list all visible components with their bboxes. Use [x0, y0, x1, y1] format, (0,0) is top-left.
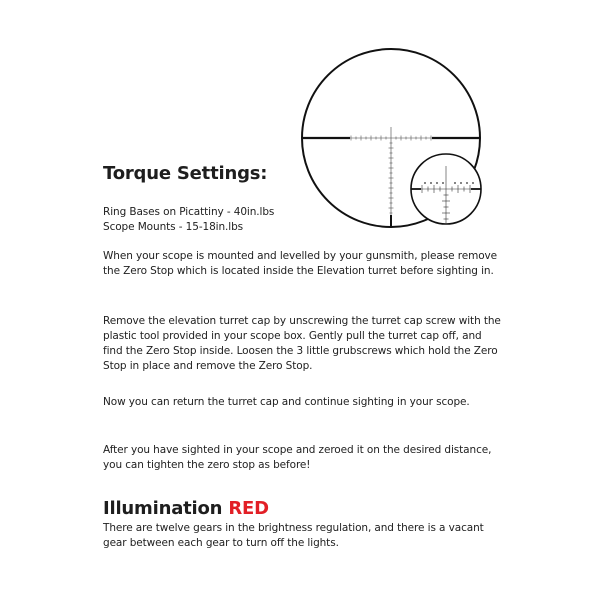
after-sighting-paragraph: After you have sighted in your scope and zeroed it on the desired distance, you can tighten the zero stop as before! — [103, 444, 492, 471]
reticle-dot — [442, 182, 443, 183]
torque-specs — [103, 205, 503, 235]
ring-bases-spec: Ring Bases on Picattiny - 40in.lbs — [103, 206, 275, 218]
scope-mounts-spec: Scope Mounts - 15-18in.lbs — [103, 221, 244, 233]
mounting-paragraph: When your scope is mounted and levelled by your gunsmith, please remove the Zero Stop which is located inside the Elevation turret before sighting in. — [103, 250, 497, 277]
reticle-dot — [430, 182, 431, 183]
torque-settings-heading: Torque Settings: — [103, 163, 268, 184]
reticle-dot — [454, 182, 455, 183]
reticle-dot — [472, 182, 473, 183]
remove-cap-paragraph: Remove the elevation turret cap by unscrewing the turret cap screw with the plastic tool provided in your scope box. Gently pull the turret cap off, and find the Zero Stop inside. Loosen the 3 little grubscrews which hold the Zero Stop in place and remove the Zero Stop. — [103, 315, 501, 372]
reticle-dot — [466, 182, 467, 183]
return-cap-paragraph: Now you can return the turret cap and continue sighting in your scope. — [103, 396, 470, 408]
illumination-red-accent: RED — [228, 498, 269, 519]
illumination-heading — [103, 498, 269, 519]
reticle-dot — [424, 182, 425, 183]
illumination-heading-text: Illumination — [103, 498, 223, 519]
illumination-paragraph: There are twelve gears in the brightness regulation, and there is a vacant gear between each gear to turn off the lights. — [103, 522, 484, 549]
reticle-dot — [460, 182, 461, 183]
reticle-dot — [436, 182, 437, 183]
